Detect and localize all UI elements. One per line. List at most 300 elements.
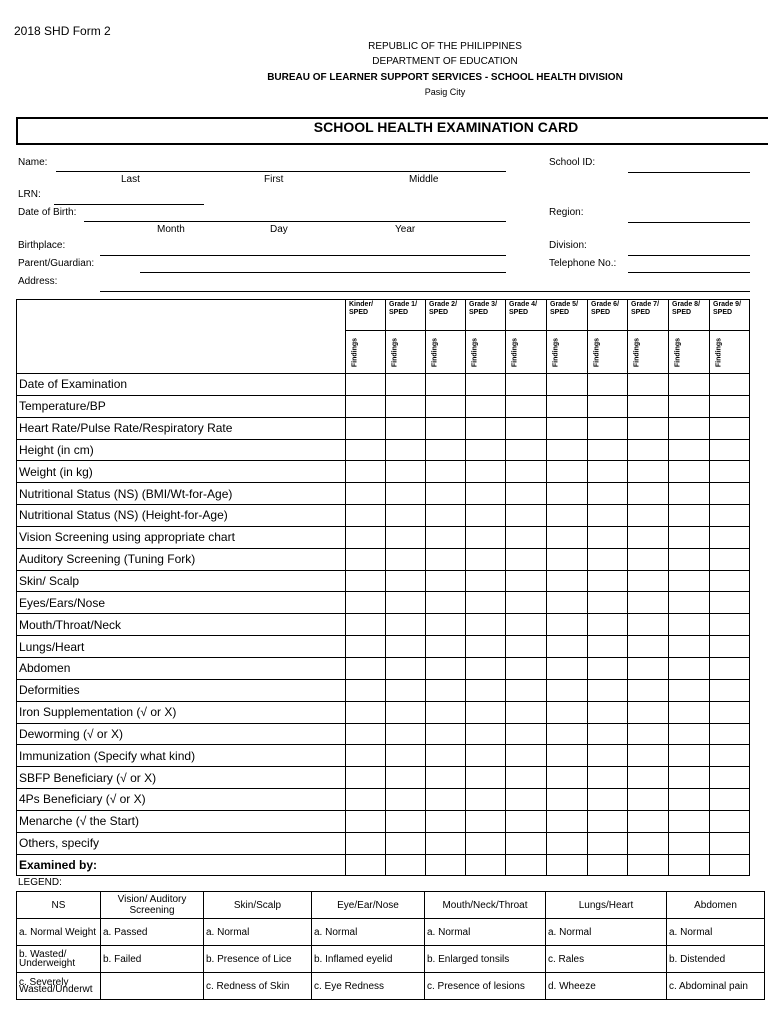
findings-cell[interactable] — [386, 483, 426, 505]
lrn-field[interactable] — [54, 204, 204, 205]
legend-header: NS — [17, 892, 101, 919]
legend-cell: b. Wasted/ Underweight — [17, 946, 101, 973]
findings-cell[interactable] — [346, 810, 386, 832]
findings-cell[interactable] — [466, 417, 506, 439]
row-label: Heart Rate/Pulse Rate/Respiratory Rate — [17, 417, 346, 439]
findings-cell[interactable] — [588, 483, 628, 505]
findings-cell[interactable] — [588, 505, 628, 527]
findings-cell[interactable] — [466, 374, 506, 396]
findings-cell[interactable] — [386, 614, 426, 636]
findings-cell[interactable] — [628, 395, 669, 417]
telephone-field[interactable] — [628, 272, 750, 273]
findings-cell[interactable] — [547, 657, 588, 679]
findings-cell[interactable] — [426, 614, 466, 636]
findings-header — [386, 331, 426, 374]
findings-cell[interactable] — [710, 417, 750, 439]
findings-header — [426, 331, 466, 374]
findings-cell[interactable] — [588, 657, 628, 679]
findings-cell[interactable] — [346, 526, 386, 548]
legend-cell: b. Enlarged tonsils — [425, 946, 546, 973]
findings-cell[interactable] — [346, 679, 386, 701]
findings-cell[interactable] — [669, 810, 710, 832]
findings-cell[interactable] — [466, 745, 506, 767]
findings-cell[interactable] — [466, 657, 506, 679]
legend-label: LEGEND: — [18, 877, 62, 888]
table-row — [17, 854, 750, 876]
findings-cell[interactable] — [346, 374, 386, 396]
findings-cell[interactable] — [466, 570, 506, 592]
legend-header: Eye/Ear/Nose — [312, 892, 425, 919]
birthplace-field[interactable] — [100, 255, 506, 256]
findings-cell[interactable] — [669, 592, 710, 614]
guardian-field[interactable] — [140, 272, 506, 273]
address-label: Address: — [18, 276, 58, 287]
findings-cell[interactable] — [426, 854, 466, 876]
findings-cell[interactable] — [669, 745, 710, 767]
findings-cell[interactable] — [386, 374, 426, 396]
findings-cell[interactable] — [506, 614, 547, 636]
findings-cell[interactable] — [547, 701, 588, 723]
school-id-label: School ID: — [549, 157, 596, 168]
legend-cell: d. Wheeze — [546, 973, 667, 1000]
findings-cell[interactable] — [547, 526, 588, 548]
findings-cell[interactable] — [426, 723, 466, 745]
findings-cell[interactable] — [547, 439, 588, 461]
findings-cell[interactable] — [506, 745, 547, 767]
row-label: Abdomen — [17, 657, 346, 679]
findings-cell[interactable] — [386, 767, 426, 789]
findings-cell[interactable] — [506, 417, 547, 439]
findings-cell[interactable] — [506, 592, 547, 614]
findings-cell[interactable] — [426, 810, 466, 832]
row-label: Examined by: — [17, 854, 346, 876]
findings-cell[interactable] — [669, 548, 710, 570]
findings-cell[interactable] — [710, 636, 750, 658]
findings-cell[interactable] — [669, 526, 710, 548]
findings-cell[interactable] — [669, 395, 710, 417]
findings-cell[interactable] — [628, 374, 669, 396]
dob-day-label: Day — [270, 224, 288, 235]
findings-cell[interactable] — [710, 395, 750, 417]
findings-cell[interactable] — [710, 570, 750, 592]
findings-cell[interactable] — [710, 701, 750, 723]
findings-cell[interactable] — [669, 614, 710, 636]
row-label: Temperature/BP — [17, 395, 346, 417]
findings-cell[interactable] — [426, 592, 466, 614]
findings-cell[interactable] — [710, 723, 750, 745]
findings-cell[interactable] — [547, 570, 588, 592]
findings-cell[interactable] — [426, 417, 466, 439]
findings-cell[interactable] — [588, 723, 628, 745]
findings-cell[interactable] — [628, 810, 669, 832]
findings-cell[interactable] — [547, 505, 588, 527]
findings-cell[interactable] — [506, 854, 547, 876]
findings-cell[interactable] — [506, 570, 547, 592]
findings-cell[interactable] — [506, 657, 547, 679]
findings-cell[interactable] — [386, 854, 426, 876]
legend-header: Lungs/Heart — [546, 892, 667, 919]
findings-cell[interactable] — [588, 548, 628, 570]
findings-cell[interactable] — [547, 461, 588, 483]
findings-cell[interactable] — [466, 854, 506, 876]
school-id-field[interactable] — [628, 172, 750, 173]
findings-cell[interactable] — [466, 526, 506, 548]
findings-cell[interactable] — [466, 767, 506, 789]
findings-cell[interactable] — [346, 789, 386, 811]
findings-cell[interactable] — [346, 505, 386, 527]
findings-cell[interactable] — [346, 832, 386, 854]
findings-header — [588, 331, 628, 374]
table-row — [17, 483, 750, 505]
findings-cell[interactable] — [628, 439, 669, 461]
findings-cell[interactable] — [386, 810, 426, 832]
row-label: Lungs/Heart — [17, 636, 346, 658]
findings-cell[interactable] — [386, 592, 426, 614]
findings-cell[interactable] — [710, 439, 750, 461]
findings-cell[interactable] — [669, 439, 710, 461]
findings-cell[interactable] — [386, 570, 426, 592]
findings-cell[interactable] — [588, 679, 628, 701]
findings-cell[interactable] — [426, 701, 466, 723]
findings-cell[interactable] — [426, 439, 466, 461]
findings-cell[interactable] — [669, 789, 710, 811]
findings-cell[interactable] — [466, 679, 506, 701]
findings-cell[interactable] — [588, 526, 628, 548]
findings-cell[interactable] — [426, 789, 466, 811]
findings-cell[interactable] — [588, 832, 628, 854]
findings-cell[interactable] — [426, 483, 466, 505]
findings-cell[interactable] — [466, 483, 506, 505]
findings-cell[interactable] — [669, 570, 710, 592]
findings-cell[interactable] — [386, 417, 426, 439]
findings-cell[interactable] — [628, 723, 669, 745]
findings-cell[interactable] — [588, 570, 628, 592]
name-field[interactable] — [56, 171, 506, 172]
legend-cell: c. Eye Redness — [312, 973, 425, 1000]
findings-label: Findings — [511, 337, 519, 367]
findings-cell[interactable] — [588, 789, 628, 811]
dob-field[interactable] — [84, 221, 506, 222]
findings-cell[interactable] — [346, 636, 386, 658]
findings-cell[interactable] — [588, 767, 628, 789]
findings-cell[interactable] — [466, 810, 506, 832]
grade-header: Grade 5/ SPED — [547, 300, 588, 331]
findings-cell[interactable] — [346, 570, 386, 592]
findings-cell[interactable] — [669, 723, 710, 745]
findings-cell[interactable] — [710, 657, 750, 679]
findings-header — [669, 331, 710, 374]
findings-cell[interactable] — [466, 614, 506, 636]
findings-label: Findings — [471, 337, 479, 367]
page-title: SCHOOL HEALTH EXAMINATION CARD — [313, 119, 579, 135]
findings-cell[interactable] — [547, 483, 588, 505]
findings-cell[interactable] — [386, 526, 426, 548]
findings-cell[interactable] — [628, 461, 669, 483]
findings-cell[interactable] — [628, 679, 669, 701]
name-middle-label: Middle — [409, 174, 439, 185]
findings-cell[interactable] — [628, 789, 669, 811]
findings-cell[interactable] — [506, 439, 547, 461]
dob-year-label: Year — [395, 224, 416, 235]
findings-cell[interactable] — [426, 767, 466, 789]
findings-cell[interactable] — [386, 461, 426, 483]
row-label: Vision Screening using appropriate chart — [17, 526, 346, 548]
guardian-label: Parent/Guardian: — [18, 258, 95, 269]
findings-cell[interactable] — [426, 505, 466, 527]
findings-cell[interactable] — [710, 483, 750, 505]
findings-cell[interactable] — [426, 657, 466, 679]
findings-cell[interactable] — [710, 832, 750, 854]
findings-cell[interactable] — [386, 636, 426, 658]
findings-cell[interactable] — [588, 614, 628, 636]
findings-cell[interactable] — [386, 657, 426, 679]
findings-cell[interactable] — [547, 723, 588, 745]
findings-cell[interactable] — [547, 636, 588, 658]
findings-cell[interactable] — [669, 461, 710, 483]
findings-cell[interactable] — [346, 439, 386, 461]
findings-cell[interactable] — [346, 745, 386, 767]
findings-cell[interactable] — [466, 789, 506, 811]
findings-cell[interactable] — [628, 657, 669, 679]
findings-cell[interactable] — [506, 810, 547, 832]
findings-cell[interactable] — [628, 526, 669, 548]
row-label: SBFP Beneficiary (√ or X) — [17, 767, 346, 789]
findings-cell[interactable] — [346, 701, 386, 723]
findings-cell[interactable] — [506, 505, 547, 527]
findings-cell[interactable] — [669, 636, 710, 658]
findings-cell[interactable] — [466, 592, 506, 614]
findings-cell[interactable] — [426, 636, 466, 658]
findings-cell[interactable] — [466, 505, 506, 527]
findings-cell[interactable] — [669, 657, 710, 679]
findings-cell[interactable] — [466, 832, 506, 854]
findings-cell[interactable] — [346, 395, 386, 417]
findings-cell[interactable] — [426, 548, 466, 570]
findings-cell[interactable] — [588, 636, 628, 658]
findings-cell[interactable] — [426, 526, 466, 548]
findings-cell[interactable] — [547, 374, 588, 396]
findings-cell[interactable] — [628, 505, 669, 527]
findings-cell[interactable] — [547, 745, 588, 767]
findings-cell[interactable] — [547, 417, 588, 439]
findings-cell[interactable] — [506, 548, 547, 570]
findings-cell[interactable] — [710, 614, 750, 636]
findings-cell[interactable] — [506, 483, 547, 505]
findings-cell[interactable] — [628, 592, 669, 614]
findings-cell[interactable] — [588, 374, 628, 396]
findings-cell[interactable] — [547, 395, 588, 417]
findings-cell[interactable] — [466, 548, 506, 570]
name-first-label: First — [264, 174, 284, 185]
division-field[interactable] — [628, 255, 750, 256]
findings-label: Findings — [593, 337, 601, 367]
findings-cell[interactable] — [588, 592, 628, 614]
findings-cell[interactable] — [466, 461, 506, 483]
findings-cell[interactable] — [506, 832, 547, 854]
findings-cell[interactable] — [669, 701, 710, 723]
legend-cell: c. Abdominal pain — [667, 973, 765, 1000]
region-field[interactable] — [628, 222, 750, 223]
address-field[interactable] — [100, 291, 750, 292]
birthplace-label: Birthplace: — [18, 240, 66, 251]
findings-cell[interactable] — [466, 636, 506, 658]
findings-cell[interactable] — [710, 505, 750, 527]
findings-cell[interactable] — [506, 789, 547, 811]
findings-cell[interactable] — [547, 854, 588, 876]
findings-cell[interactable] — [506, 526, 547, 548]
findings-cell[interactable] — [386, 745, 426, 767]
findings-label: Findings — [391, 337, 399, 367]
findings-cell[interactable] — [628, 767, 669, 789]
findings-cell[interactable] — [426, 570, 466, 592]
findings-cell[interactable] — [669, 374, 710, 396]
name-label: Name: — [18, 157, 48, 168]
legend-cell: a. Normal — [667, 919, 765, 946]
row-label: Weight (in kg) — [17, 461, 346, 483]
findings-cell[interactable] — [628, 854, 669, 876]
findings-cell[interactable] — [426, 461, 466, 483]
findings-cell[interactable] — [506, 636, 547, 658]
findings-cell[interactable] — [588, 461, 628, 483]
findings-cell[interactable] — [588, 395, 628, 417]
findings-cell[interactable] — [710, 745, 750, 767]
findings-cell[interactable] — [547, 767, 588, 789]
table-row — [17, 505, 750, 527]
findings-cell[interactable] — [506, 723, 547, 745]
legend-cell: c. Rales — [546, 946, 667, 973]
findings-cell[interactable] — [669, 505, 710, 527]
findings-label: Findings — [633, 337, 641, 367]
findings-cell[interactable] — [506, 767, 547, 789]
findings-cell[interactable] — [346, 854, 386, 876]
findings-cell[interactable] — [588, 439, 628, 461]
findings-cell[interactable] — [466, 439, 506, 461]
findings-cell[interactable] — [426, 395, 466, 417]
findings-header — [346, 331, 386, 374]
findings-cell[interactable] — [669, 767, 710, 789]
findings-cell[interactable] — [547, 548, 588, 570]
table-row — [17, 679, 750, 701]
grade-header: Grade 9/ SPED — [710, 300, 750, 331]
table-row — [17, 395, 750, 417]
findings-cell[interactable] — [346, 592, 386, 614]
findings-cell[interactable] — [386, 395, 426, 417]
findings-cell[interactable] — [710, 526, 750, 548]
findings-cell[interactable] — [710, 374, 750, 396]
findings-cell[interactable] — [386, 679, 426, 701]
findings-cell[interactable] — [669, 417, 710, 439]
findings-cell[interactable] — [346, 723, 386, 745]
findings-label: Findings — [431, 337, 439, 367]
findings-cell[interactable] — [669, 854, 710, 876]
findings-cell[interactable] — [669, 483, 710, 505]
findings-cell[interactable] — [710, 789, 750, 811]
findings-cell[interactable] — [628, 701, 669, 723]
findings-cell[interactable] — [426, 374, 466, 396]
findings-cell[interactable] — [628, 417, 669, 439]
findings-cell[interactable] — [710, 767, 750, 789]
findings-cell[interactable] — [669, 832, 710, 854]
findings-cell[interactable] — [466, 701, 506, 723]
findings-cell[interactable] — [386, 723, 426, 745]
findings-cell[interactable] — [628, 614, 669, 636]
findings-cell[interactable] — [506, 701, 547, 723]
findings-cell[interactable] — [710, 810, 750, 832]
lrn-label: LRN: — [18, 189, 41, 200]
findings-cell[interactable] — [426, 832, 466, 854]
findings-header — [710, 331, 750, 374]
grade-header: Grade 6/ SPED — [588, 300, 628, 331]
header-bureau: BUREAU OF LEARNER SUPPORT SERVICES - SCHOOL HEALTH DIVISION — [267, 72, 623, 83]
findings-cell[interactable] — [588, 810, 628, 832]
findings-cell[interactable] — [628, 483, 669, 505]
legend-cell: c. Severely Wasted/Underwt — [17, 973, 101, 1000]
findings-cell[interactable] — [669, 679, 710, 701]
findings-cell[interactable] — [588, 745, 628, 767]
findings-cell[interactable] — [710, 854, 750, 876]
findings-cell[interactable] — [506, 374, 547, 396]
findings-cell[interactable] — [628, 570, 669, 592]
findings-cell[interactable] — [386, 505, 426, 527]
findings-cell[interactable] — [710, 592, 750, 614]
findings-cell[interactable] — [588, 701, 628, 723]
findings-cell[interactable] — [346, 461, 386, 483]
findings-cell[interactable] — [466, 395, 506, 417]
findings-cell[interactable] — [547, 614, 588, 636]
findings-cell[interactable] — [346, 548, 386, 570]
findings-cell[interactable] — [547, 832, 588, 854]
findings-cell[interactable] — [710, 548, 750, 570]
findings-cell[interactable] — [628, 548, 669, 570]
telephone-label: Telephone No.: — [549, 258, 617, 269]
findings-cell[interactable] — [386, 439, 426, 461]
findings-cell[interactable] — [547, 810, 588, 832]
findings-cell[interactable] — [547, 592, 588, 614]
findings-cell[interactable] — [386, 548, 426, 570]
findings-cell[interactable] — [588, 417, 628, 439]
findings-cell[interactable] — [346, 657, 386, 679]
table-row — [17, 810, 750, 832]
findings-cell[interactable] — [506, 679, 547, 701]
legend-cell: a. Passed — [101, 919, 204, 946]
findings-cell[interactable] — [386, 789, 426, 811]
table-row — [17, 767, 750, 789]
findings-cell[interactable] — [547, 679, 588, 701]
findings-cell[interactable] — [710, 461, 750, 483]
findings-cell[interactable] — [710, 679, 750, 701]
findings-cell[interactable] — [628, 832, 669, 854]
findings-cell[interactable] — [346, 483, 386, 505]
legend-cell — [101, 973, 204, 1000]
findings-cell[interactable] — [628, 745, 669, 767]
findings-cell[interactable] — [588, 854, 628, 876]
findings-cell[interactable] — [506, 395, 547, 417]
findings-cell[interactable] — [346, 614, 386, 636]
findings-cell[interactable] — [426, 679, 466, 701]
findings-cell[interactable] — [346, 417, 386, 439]
findings-cell[interactable] — [628, 636, 669, 658]
findings-cell[interactable] — [506, 461, 547, 483]
findings-cell[interactable] — [426, 745, 466, 767]
findings-cell[interactable] — [547, 789, 588, 811]
grade-header: Kinder/ SPED — [346, 300, 386, 331]
findings-cell[interactable] — [466, 723, 506, 745]
findings-cell[interactable] — [386, 701, 426, 723]
findings-cell[interactable] — [346, 767, 386, 789]
findings-cell[interactable] — [386, 832, 426, 854]
grade-header: Grade 7/ SPED — [628, 300, 669, 331]
legend-header: Vision/ Auditory Screening — [101, 892, 204, 919]
